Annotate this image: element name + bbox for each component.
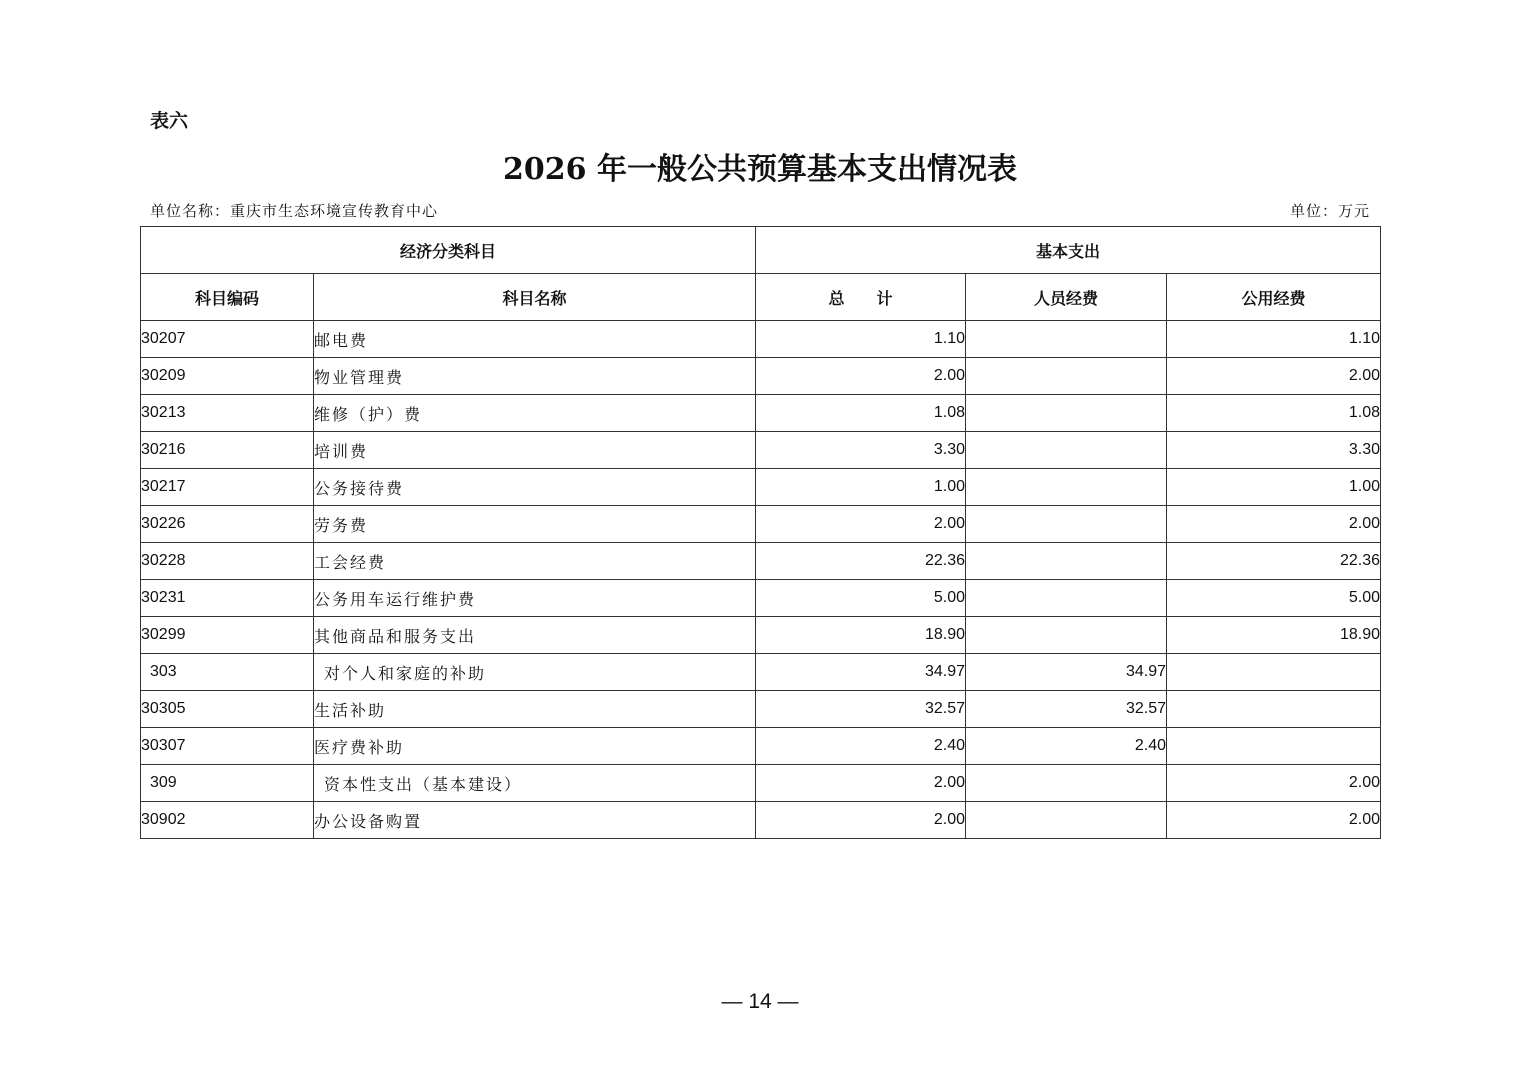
cell-name: 维修（护）费	[314, 395, 756, 432]
cell-total: 2.00	[756, 802, 966, 839]
header-basic-expenditure: 基本支出	[756, 227, 1381, 274]
header-code: 科目编码	[141, 274, 314, 321]
cell-name: 劳务费	[314, 506, 756, 543]
cell-total: 22.36	[756, 543, 966, 580]
table-label: 表六	[150, 110, 189, 132]
cell-personnel	[966, 506, 1167, 543]
table-row	[141, 432, 1381, 469]
cell-public: 2.00	[1167, 765, 1381, 802]
cell-code: 30226	[141, 506, 314, 543]
cell-public: 1.08	[1167, 395, 1381, 432]
cell-public: 1.00	[1167, 469, 1381, 506]
cell-name: 对个人和家庭的补助	[314, 654, 756, 691]
cell-name: 物业管理费	[314, 358, 756, 395]
cell-public	[1167, 691, 1381, 728]
table-row	[141, 543, 1381, 580]
page-title: 2026 年一般公共预算基本支出情况表	[503, 152, 1017, 187]
table-row	[141, 728, 1381, 765]
cell-public: 2.00	[1167, 802, 1381, 839]
table-row	[141, 765, 1381, 802]
cell-total: 3.30	[756, 432, 966, 469]
cell-name: 生活补助	[314, 691, 756, 728]
table-row	[141, 506, 1381, 543]
cell-total: 1.10	[756, 321, 966, 358]
cell-public: 22.36	[1167, 543, 1381, 580]
table-row	[141, 691, 1381, 728]
cell-code: 30902	[141, 802, 314, 839]
cell-public: 5.00	[1167, 580, 1381, 617]
cell-total: 2.40	[756, 728, 966, 765]
cell-public: 2.00	[1167, 506, 1381, 543]
cell-code: 30299	[141, 617, 314, 654]
cell-personnel	[966, 432, 1167, 469]
table-body	[141, 321, 1381, 839]
cell-code: 30207	[141, 321, 314, 358]
cell-code: 30307	[141, 728, 314, 765]
cell-code: 309	[141, 765, 314, 802]
table-row	[141, 358, 1381, 395]
cell-code: 30216	[141, 432, 314, 469]
cell-code: 30217	[141, 469, 314, 506]
cell-name: 邮电费	[314, 321, 756, 358]
cell-code: 30305	[141, 691, 314, 728]
cell-name: 办公设备购置	[314, 802, 756, 839]
table-row	[141, 321, 1381, 358]
cell-code: 30213	[141, 395, 314, 432]
cell-personnel	[966, 580, 1167, 617]
cell-code: 30231	[141, 580, 314, 617]
header-personnel: 人员经费	[966, 274, 1167, 321]
cell-total: 1.00	[756, 469, 966, 506]
cell-code: 30228	[141, 543, 314, 580]
cell-total: 1.08	[756, 395, 966, 432]
header-public: 公用经费	[1167, 274, 1381, 321]
cell-public	[1167, 728, 1381, 765]
budget-table	[140, 226, 1381, 839]
table-row	[141, 469, 1381, 506]
cell-code: 303	[141, 654, 314, 691]
cell-personnel: 32.57	[966, 691, 1167, 728]
cell-personnel	[966, 802, 1167, 839]
cell-personnel	[966, 765, 1167, 802]
cell-name: 公务接待费	[314, 469, 756, 506]
table-row	[141, 654, 1381, 691]
cell-public: 18.90	[1167, 617, 1381, 654]
cell-total: 2.00	[756, 765, 966, 802]
cell-public: 3.30	[1167, 432, 1381, 469]
cell-name: 工会经费	[314, 543, 756, 580]
table-row	[141, 395, 1381, 432]
cell-personnel	[966, 395, 1167, 432]
header-total: 总 计	[756, 274, 966, 321]
cell-name: 资本性支出（基本建设）	[314, 765, 756, 802]
cell-personnel	[966, 617, 1167, 654]
cell-public	[1167, 654, 1381, 691]
table-row	[141, 617, 1381, 654]
header-economic-category: 经济分类科目	[141, 227, 756, 274]
unit-name: 单位名称：重庆市生态环境宣传教育中心	[150, 202, 439, 220]
page-number: — 14 —	[721, 990, 799, 1013]
cell-total: 34.97	[756, 654, 966, 691]
cell-personnel	[966, 543, 1167, 580]
header-name: 科目名称	[314, 274, 756, 321]
cell-public: 1.10	[1167, 321, 1381, 358]
unit-label: 单位：万元	[1289, 202, 1370, 220]
cell-name: 培训费	[314, 432, 756, 469]
cell-personnel: 2.40	[966, 728, 1167, 765]
table-row	[141, 580, 1381, 617]
cell-total: 18.90	[756, 617, 966, 654]
cell-name: 公务用车运行维护费	[314, 580, 756, 617]
cell-personnel	[966, 321, 1167, 358]
cell-code: 30209	[141, 358, 314, 395]
table-row	[141, 802, 1381, 839]
cell-total: 5.00	[756, 580, 966, 617]
cell-name: 医疗费补助	[314, 728, 756, 765]
cell-name: 其他商品和服务支出	[314, 617, 756, 654]
cell-personnel	[966, 358, 1167, 395]
cell-total: 2.00	[756, 506, 966, 543]
cell-personnel	[966, 469, 1167, 506]
cell-total: 2.00	[756, 358, 966, 395]
cell-total: 32.57	[756, 691, 966, 728]
cell-personnel: 34.97	[966, 654, 1167, 691]
cell-public: 2.00	[1167, 358, 1381, 395]
